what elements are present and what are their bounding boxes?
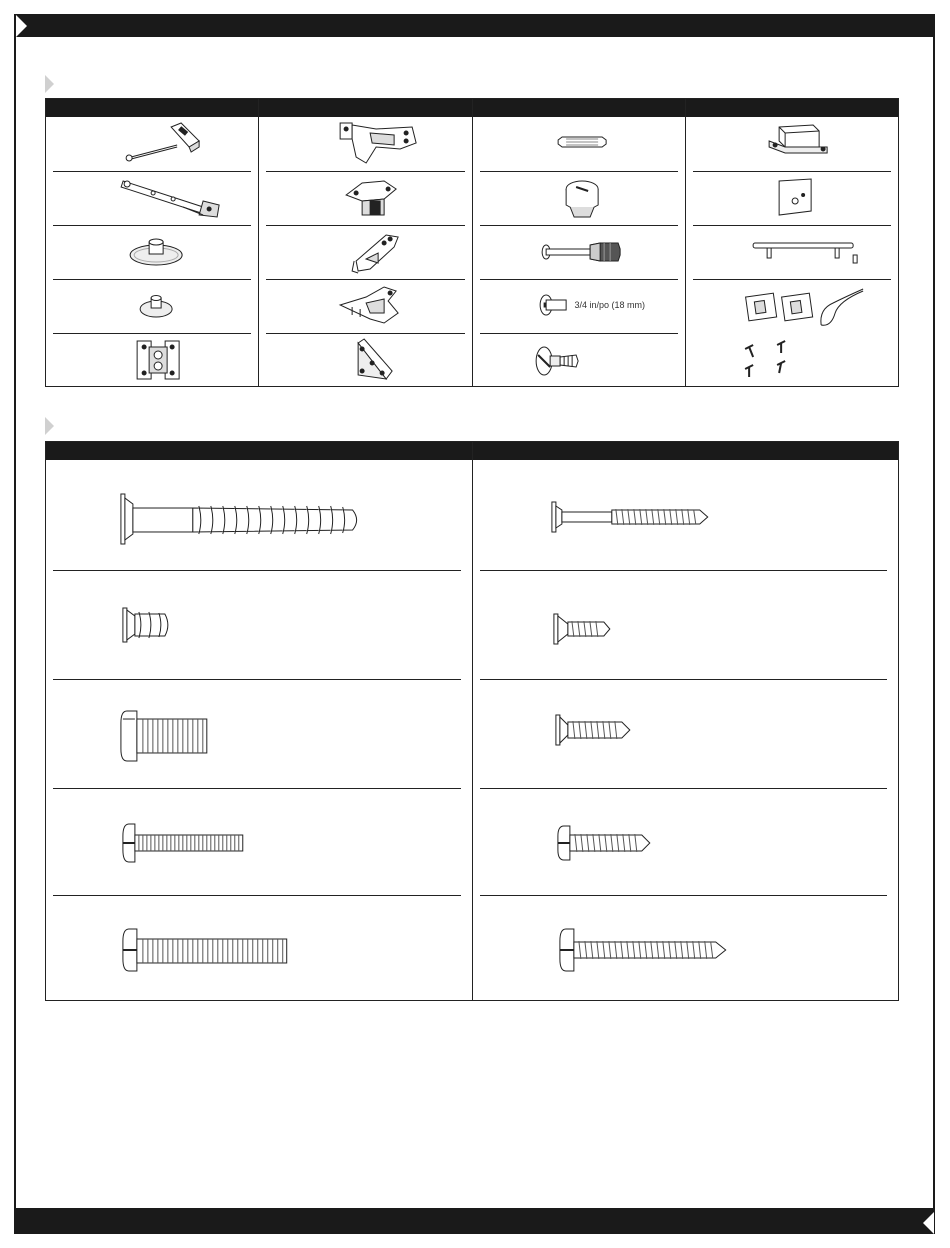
butt-hinge-icon [53,333,251,387]
flat-head-wood-screw-icon [480,679,888,789]
euro-screw-icon [53,570,461,680]
hinge-mounting-plate-icon [266,171,464,226]
column-header [473,99,685,117]
column-header [259,99,471,117]
metal-strike-plate-icon [693,171,891,226]
column-header [46,99,258,117]
hinge-arm-icon [266,225,464,280]
shelf-support-screw-icon [480,333,678,387]
hardware-column-1 [46,99,259,386]
header-arrow-icon [16,15,27,37]
screws-column-left [46,442,473,1000]
magnetic-catch-icon [693,117,891,172]
concealed-hinge-icon [266,117,464,172]
hinge-plate-icon [266,279,464,334]
wall-anchor-kit-icon [693,279,891,387]
column-header [686,99,898,117]
drawer-slide-arm-icon [53,171,251,226]
cam-screw-icon [53,460,461,571]
screws-table [45,441,899,1001]
allen-bolt-icon [480,279,678,334]
short-flat-head-screw-icon [480,570,888,680]
pan-head-machine-bolt-icon [53,679,461,789]
section-hardware-marker-icon [45,75,54,93]
column-header [473,442,899,460]
long-pan-head-wood-screw-icon [480,895,888,1001]
hardware-column-2 [259,99,472,386]
bar-handle-icon [693,225,891,280]
footer-arrow-icon [923,1212,934,1234]
corner-bracket-icon [266,333,464,387]
confirmat-screw-icon [480,460,888,571]
pan-head-wood-screw-icon [480,788,888,896]
flat-disc-icon [53,225,251,280]
dowel-screw-size-label: 3/4 in/po (18 mm) [574,300,646,310]
hardware-column-3 [473,99,686,386]
hardware-parts-table [45,98,899,387]
section-screws-marker-icon [45,417,54,435]
wood-dowel-icon [480,117,678,172]
lid-stay-icon [53,117,251,172]
short-machine-screw-icon [53,788,461,896]
column-header [46,442,472,460]
hardware-column-4 [686,99,898,386]
connector-bolt-icon [480,225,678,280]
screws-column-right [473,442,899,1000]
bumper-pad-icon [53,279,251,334]
header-bar [14,14,935,37]
footer-bar [14,1208,935,1234]
cam-lock-icon [480,171,678,226]
long-machine-screw-icon [53,895,461,1001]
